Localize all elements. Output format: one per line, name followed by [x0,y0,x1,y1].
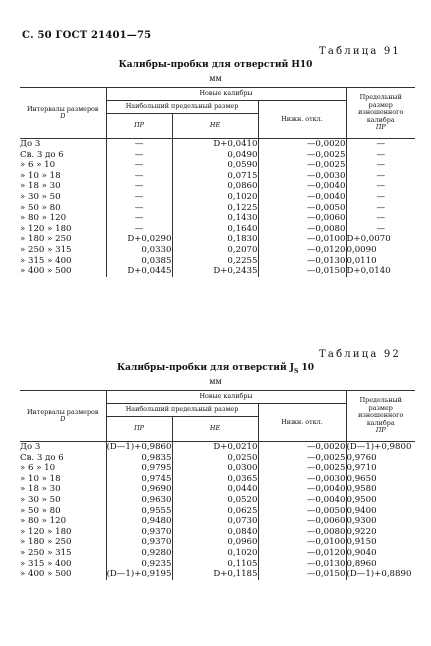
cell-lower-deviation: —0,0060 [258,213,346,224]
cell-pr: — [106,150,172,161]
cell-pr: 0,0385 [106,256,172,267]
cell-interval: » 50 » 80 [20,202,61,213]
table-row [20,192,415,203]
table-row [20,181,415,192]
cell-lower-deviation: —0,0025 [258,453,346,464]
cell-lower-deviation: —0,0040 [258,484,346,495]
header-ne: НЕ [172,114,258,139]
cell-lower-deviation: —0,0040 [258,181,346,192]
cell-interval: » 250 » 315 [20,244,72,255]
cell-worn-limit: 0,9760 [346,453,415,464]
cell-ne: 0,0440 [172,484,258,495]
header-new-calibers: Новые калибры [106,88,346,101]
cell-lower-deviation: —0,0120 [258,548,346,559]
cell-interval: » 10 » 18 [20,170,61,181]
cell-interval: » 400 » 500 [20,266,72,277]
table-row [20,234,415,245]
table-row [20,474,415,485]
cell-worn-limit: D+0,0140 [346,266,415,277]
cell-interval: Св. 3 до 6 [20,149,64,160]
cell-lower-deviation: —0,0025 [258,463,346,474]
cell-worn-limit: 0,9400 [346,506,415,517]
cell-lower-deviation: —0,0120 [258,245,346,256]
cell-worn-limit: — [346,224,415,235]
cell-pr: 0,9690 [106,484,172,495]
cell-pr: — [106,171,172,182]
cell-pr: 0,9555 [106,506,172,517]
cell-pr: (D—1)+0,9860 [106,442,172,452]
cell-lower-deviation: —0,0150 [258,569,346,580]
table-91-number: Таблица 91 [319,46,401,57]
running-header: С. 50 ГОСТ 21401—75 [22,30,152,41]
table-row [20,569,415,580]
cell-interval: » 6 » 10 [20,463,56,474]
cell-interval: » 180 » 250 [20,537,72,548]
table-row [20,213,415,224]
table-91-title: Калибры-пробки для отверстий H10 [118,60,313,70]
table-row [20,150,415,161]
cell-pr: (D—1)+0,9195 [106,569,172,580]
cell-pr: — [106,139,172,150]
cell-interval: Св. 3 до 6 [20,452,64,463]
cell-worn-limit: 0,9220 [346,527,415,538]
cell-worn-limit: 0,0110 [346,256,415,267]
cell-lower-deviation: —0,0040 [258,192,346,203]
cell-ne: 0,2070 [172,245,258,256]
cell-pr: D+0,0445 [106,266,172,277]
cell-pr: 0,9370 [106,527,172,538]
header-ne: НЕ [172,417,258,442]
cell-worn-limit: — [346,213,415,224]
cell-interval: » 315 » 400 [20,255,72,266]
cell-lower-deviation: —0,0060 [258,516,346,527]
cell-interval: » 120 » 180 [20,526,72,537]
cell-pr: — [106,181,172,192]
cell-interval: » 6 » 10 [20,160,56,171]
table-row [20,160,415,171]
table-row [20,245,415,256]
table-91-unit: мм [209,74,222,83]
cell-interval: » 80 » 120 [20,516,67,527]
cell-lower-deviation: —0,0150 [258,266,346,277]
cell-ne: 0,1020 [172,192,258,203]
table-row [20,527,415,538]
cell-ne: 0,2255 [172,256,258,267]
table-row [20,442,415,453]
table-row [20,256,415,267]
cell-interval: » 250 » 315 [20,547,72,558]
cell-worn-limit: 0,9710 [346,463,415,474]
cell-worn-limit: 0,9650 [346,474,415,485]
table-row [20,171,415,182]
cell-lower-deviation: —0,0050 [258,506,346,517]
header-worn-limit: Предельный размер изношенного калибра ПР [346,391,415,442]
cell-ne: 0,1830 [172,234,258,245]
cell-lower-deviation: —0,0025 [258,150,346,161]
cell-worn-limit: — [346,160,415,171]
cell-pr: 0,9630 [106,495,172,506]
cell-ne: 0,0840 [172,527,258,538]
cell-worn-limit: (D—1)+0,9800 [346,442,415,453]
cell-worn-limit: 0,0090 [346,245,415,256]
cell-interval: » 30 » 50 [20,191,61,202]
table-row [20,203,415,214]
cell-ne: 0,1020 [172,548,258,559]
cell-ne: 0,0960 [172,537,258,548]
cell-worn-limit: — [346,150,415,161]
cell-pr: 0,9280 [106,548,172,559]
table-row [20,506,415,517]
table-row [20,224,415,235]
cell-lower-deviation: —0,0040 [258,495,346,506]
cell-lower-deviation: —0,0130 [258,256,346,267]
cell-interval: » 315 » 400 [20,558,72,569]
cell-ne: 0,0590 [172,160,258,171]
cell-ne: 0,0490 [172,150,258,161]
header-largest-limit: Наибольший предельный размер [106,404,258,417]
cell-pr: 0,9835 [106,453,172,464]
cell-ne: 0,0625 [172,506,258,517]
cell-worn-limit: — [346,203,415,214]
cell-interval: До 3 [20,139,41,149]
cell-pr: D+0,0290 [106,234,172,245]
cell-lower-deviation: —0,0020 [258,139,346,150]
cell-pr: 0,9480 [106,516,172,527]
cell-worn-limit: — [346,139,415,150]
cell-ne: 0,1105 [172,559,258,570]
cell-worn-limit: D+0,0070 [346,234,415,245]
cell-pr: — [106,192,172,203]
cell-lower-deviation: —0,0030 [258,474,346,485]
cell-ne: 0,0300 [172,463,258,474]
cell-lower-deviation: —0,0050 [258,203,346,214]
table-92-title: Калибры-пробки для отверстий $J_S$ 10 [116,363,315,375]
header-interval: Интервалы размеров D [20,391,106,442]
cell-pr: — [106,224,172,235]
cell-interval: » 30 » 50 [20,494,61,505]
cell-ne: 0,1640 [172,224,258,235]
header-interval: Интервалы размеров D [20,88,106,139]
cell-pr: — [106,213,172,224]
table-92-number: Таблица 92 [319,349,401,360]
cell-worn-limit: 0,9300 [346,516,415,527]
cell-ne: D+0,2435 [172,266,258,277]
header-pr: ПР [106,417,172,442]
table-92 [20,390,415,580]
cell-lower-deviation: —0,0025 [258,160,346,171]
header-new-calibers: Новые калибры [106,391,346,404]
cell-lower-deviation: —0,0020 [258,442,346,453]
cell-pr: 0,9235 [106,559,172,570]
table-row [20,139,415,150]
cell-worn-limit: 0,9500 [346,495,415,506]
cell-pr: 0,9745 [106,474,172,485]
cell-ne: 0,1430 [172,213,258,224]
cell-worn-limit: — [346,192,415,203]
cell-lower-deviation: —0,0130 [258,559,346,570]
cell-pr: 0,0330 [106,245,172,256]
header-lower-deviation: Нижн. откл. [258,404,346,442]
cell-interval: » 120 » 180 [20,223,72,234]
cell-worn-limit: 0,9580 [346,484,415,495]
cell-lower-deviation: —0,0100 [258,234,346,245]
header-lower-deviation: Нижн. откл. [258,101,346,139]
cell-pr: — [106,203,172,214]
cell-pr: 0,9795 [106,463,172,474]
table-row [20,548,415,559]
cell-ne: 0,0730 [172,516,258,527]
cell-ne: D+0,0210 [172,442,258,453]
cell-ne: D+0,0410 [172,139,258,150]
cell-interval: » 50 » 80 [20,505,61,516]
cell-worn-limit: 0,9040 [346,548,415,559]
cell-lower-deviation: —0,0080 [258,224,346,235]
cell-worn-limit: — [346,171,415,182]
table-92-unit: мм [209,377,222,386]
table-row [20,266,415,277]
cell-interval: » 18 » 30 [20,484,61,495]
cell-ne: 0,0250 [172,453,258,464]
cell-ne: 0,0520 [172,495,258,506]
table-row [20,453,415,464]
cell-interval: » 400 » 500 [20,569,72,580]
cell-ne: 0,0365 [172,474,258,485]
cell-interval: » 180 » 250 [20,234,72,245]
cell-ne: D+0,1185 [172,569,258,580]
cell-lower-deviation: —0,0080 [258,527,346,538]
cell-ne: 0,0860 [172,181,258,192]
table-91 [20,87,415,277]
cell-pr: 0,9370 [106,537,172,548]
cell-interval: » 10 » 18 [20,473,61,484]
cell-worn-limit: 0,9150 [346,537,415,548]
table-row [20,559,415,570]
cell-ne: 0,1225 [172,203,258,214]
table-row [20,463,415,474]
table-row [20,484,415,495]
cell-interval: » 18 » 30 [20,181,61,192]
table-row [20,516,415,527]
cell-lower-deviation: —0,0030 [258,171,346,182]
table-row [20,495,415,506]
cell-worn-limit: (D—1)+0,8890 [346,569,415,580]
cell-lower-deviation: —0,0100 [258,537,346,548]
header-pr: ПР [106,114,172,139]
header-largest-limit: Наибольший предельный размер [106,101,258,114]
table-row [20,537,415,548]
cell-worn-limit: 0,8960 [346,559,415,570]
cell-interval: » 80 » 120 [20,213,67,224]
cell-ne: 0,0715 [172,171,258,182]
cell-pr: — [106,160,172,171]
header-worn-limit: Предельный размер изношенного калибра ПР [346,88,415,139]
cell-worn-limit: — [346,181,415,192]
cell-interval: До 3 [20,442,41,452]
